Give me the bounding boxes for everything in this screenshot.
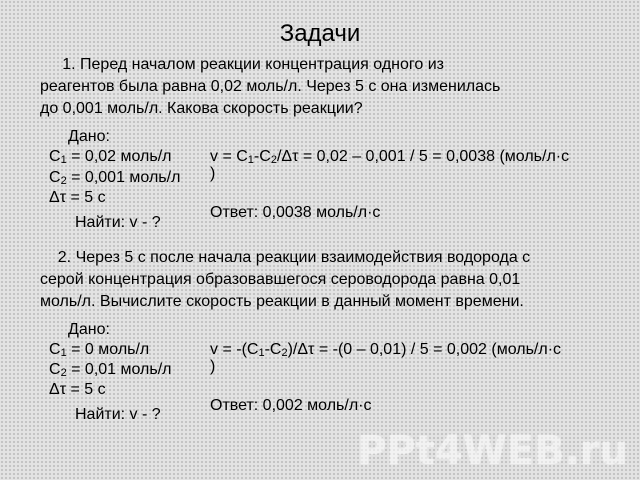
task2-given-label: Дано: [68, 321, 110, 338]
task2-find: Найти: v - ? [75, 406, 161, 423]
watermark-logo: PPt4WEB.ru [357, 428, 628, 474]
task2-formula: v = -(C1-C2)/Δτ = -(0 – 0,01) / 5 = 0,002 (моль/л·с [210, 341, 562, 359]
task1-dt: Δτ = 5 с [49, 189, 106, 206]
task1-formula-end: ) [210, 165, 216, 182]
task1-c1: C1 = 0,02 моль/л [49, 148, 172, 166]
task2-c1: C1 = 0 моль/л [49, 341, 150, 359]
task2-text-line3: моль/л. Вычислите скорость реакции в данный момент времени. [40, 293, 524, 310]
task2-c2: C2 = 0,01 моль/л [49, 361, 172, 379]
task1-text-line2: реагентов была равна 0,02 моль/л. Через 5 с она изменилась [40, 78, 501, 95]
task1-find: Найти: v - ? [75, 214, 161, 231]
task2-dt: Δτ = 5 с [49, 381, 106, 398]
task1-formula: v = C1-C2/Δτ = 0,02 – 0,001 / 5 = 0,0038 (моль/л·с [210, 148, 570, 166]
task2-formula-end: ) [210, 358, 216, 375]
task1-text-line3: до 0,001 моль/л. Какова скорость реакции? [40, 100, 363, 117]
task1-c2: C2 = 0,001 моль/л [49, 169, 181, 187]
task1-given-label: Дано: [68, 128, 110, 145]
page-title: Задачи [279, 20, 361, 47]
task1-text-line1: 1. Перед началом реакции концентрация одного из [40, 56, 444, 73]
task2-text-line2: серой концентрация образовавшегося сероводорода равна 0,01 [40, 271, 521, 288]
task1-answer: Ответ: 0,0038 моль/л·с [210, 204, 381, 221]
task2-answer: Ответ: 0,002 моль/л·с [210, 397, 372, 414]
task2-text-line1: 2. Через 5 с после начала реакции взаимодействия водорода с [40, 249, 531, 266]
